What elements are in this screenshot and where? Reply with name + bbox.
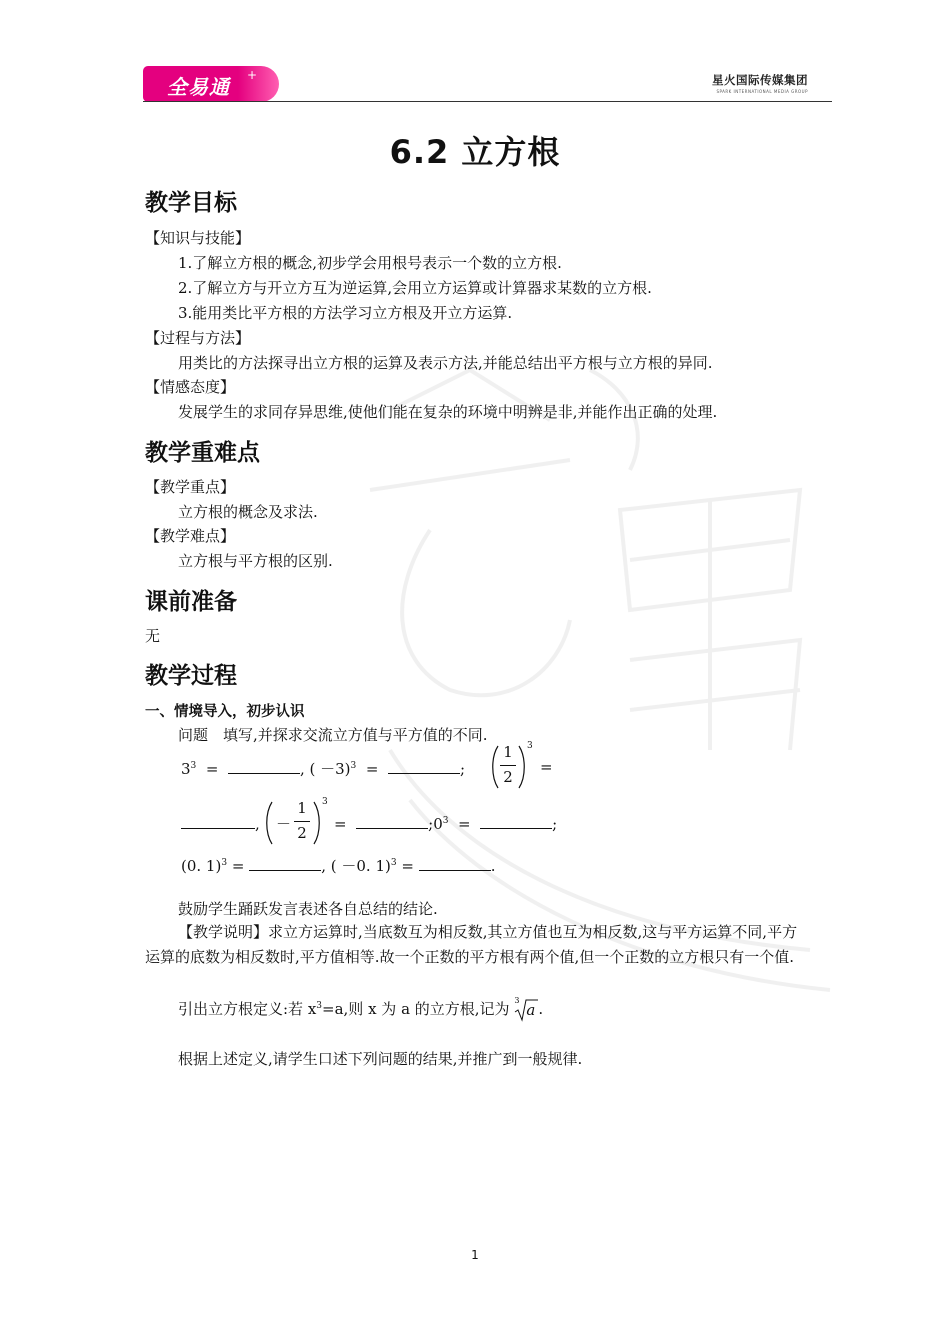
math-p01: (0. 1) [181,857,222,875]
math-period: . [490,857,496,875]
fraction-half-cubed [490,743,560,793]
math-eq: = [540,758,553,776]
difficulty-text: 立方根与平方根的区别. [178,552,333,570]
fraction-bar [500,765,516,766]
goals-heading: 教学目标 [145,190,237,216]
math-eq: = [205,760,219,778]
frac-denominator: 2 [503,768,513,786]
prep-heading: 课前准备 [145,589,237,615]
math-zero: 0 [433,815,443,833]
knowledge-item-2: 2.了解立方与开立方互为逆运算,会用立方运算或计算器求某数的立方根. [178,279,652,297]
math-neg3: ( －3) [309,760,351,778]
step1-title: 一、情境导入，初步认识 [145,704,305,720]
math-exp: 3 [442,816,449,826]
math-eq: = [401,857,414,875]
definition-exp: 3 [316,1001,323,1011]
math-exp: 3 [350,761,357,771]
right-paren-icon [517,745,527,789]
attitude-text: 发展学生的求同存异思维,使他们能在复杂的环境中明辨是非,并能作出正确的处理. [178,403,718,421]
attitude-label: 【情感态度】 [145,378,236,396]
question-text: 问题 填写,并探求交流立方值与平方值的不同. [178,726,488,744]
frac-numerator: 1 [503,743,513,761]
fraction-neg-half-cubed [264,799,334,849]
math-row-2-end [334,815,557,833]
encourage-text: 鼓励学生踊跃发言表述各自总结的结论. [178,900,438,918]
answer-blank[interactable] [181,828,255,829]
knowledge-item-3: 3.能用类比平方根的方法学习立方根及开立方运算. [178,304,513,322]
math-eq: = [334,815,347,833]
frac-numerator: 1 [297,799,307,817]
math-pneg01: ( －0. 1) [330,857,391,875]
brand-chinese-name: 星火国际传媒集团 [712,73,808,87]
fraction-bar [294,821,310,822]
right-paren-icon [312,801,322,845]
definition-post: =a,则 x 为 a 的立方根,记为 [322,1000,510,1018]
brand-english-name: SPARK INTERNATIONAL MEDIA GROUP [716,89,808,94]
answer-blank[interactable] [480,828,552,829]
math-exp: 3 [322,797,328,807]
math-semi: ; [459,760,466,778]
quanyitong-logo [143,66,279,102]
knowledge-item-1: 1.了解立方根的概念,初步学会用根号表示一个数的立方根. [178,254,562,272]
math-comma: , [321,857,326,875]
teaching-note [145,920,810,970]
math-eq: = [458,815,471,833]
page-number: 1 [471,1248,479,1262]
math-eq: = [231,857,245,875]
math-comma: , [299,760,305,778]
difficulty-label: 【教学难点】 [145,527,236,545]
root-index: 3 [514,996,520,1005]
answer-blank[interactable] [419,870,491,871]
left-paren-icon [264,801,274,845]
knowledge-label: 【知识与技能】 [145,229,251,247]
math-row-2-start [181,815,260,833]
focus-label: 【教学重点】 [145,478,236,496]
cube-root-symbol [514,998,538,1020]
keypoints-heading: 教学重难点 [145,440,260,466]
logo-star-icon: + [246,68,257,82]
closing-text: 根据上述定义,请学生口述下列问题的结果,并推广到一般规律. [178,1050,583,1068]
definition-pre: 引出立方根定义:若 x [178,1000,317,1018]
math-minus: － [276,815,292,833]
frac-denominator: 2 [297,824,307,842]
prep-text: 无 [145,627,161,645]
definition-line [178,998,543,1020]
publisher-brand [712,72,808,94]
answer-blank[interactable] [228,773,300,774]
answer-blank[interactable] [388,773,460,774]
root-var: a [526,1001,536,1019]
math-exp: 3 [190,761,197,771]
logo-text: 全易通 [167,75,230,99]
page-title: 6.2 立方根 [389,133,561,171]
process-text: 用类比的方法探寻出立方根的运算及表示方法,并能总结出平方根与立方根的异同. [178,354,713,372]
math-semi: ; [428,815,434,833]
answer-blank[interactable] [356,828,428,829]
focus-text: 立方根的概念及求法. [178,503,318,521]
math-base-3: 3 [181,760,191,778]
math-row-3 [181,855,496,876]
answer-blank[interactable] [249,870,321,871]
math-row-1 [181,758,465,779]
math-comma: , [255,815,260,833]
process-label: 【过程与方法】 [145,329,251,347]
header-divider [143,101,832,102]
process-heading: 教学过程 [145,663,237,689]
teaching-note-text: 【教学说明】求立方运算时,当底数互为相反数,其立方值也互为相反数,这与平方运算不同,平方运算的底数为相反数时,平方值相等.故一个正数的平方根有两个值,但一个正数的立方根只有一个值. [145,923,798,966]
root-period: . [538,1000,544,1018]
math-eq: = [365,760,379,778]
math-semi: ; [552,815,558,833]
math-exp: 3 [527,741,533,751]
math-exp: 3 [390,858,397,868]
math-exp: 3 [221,858,228,868]
